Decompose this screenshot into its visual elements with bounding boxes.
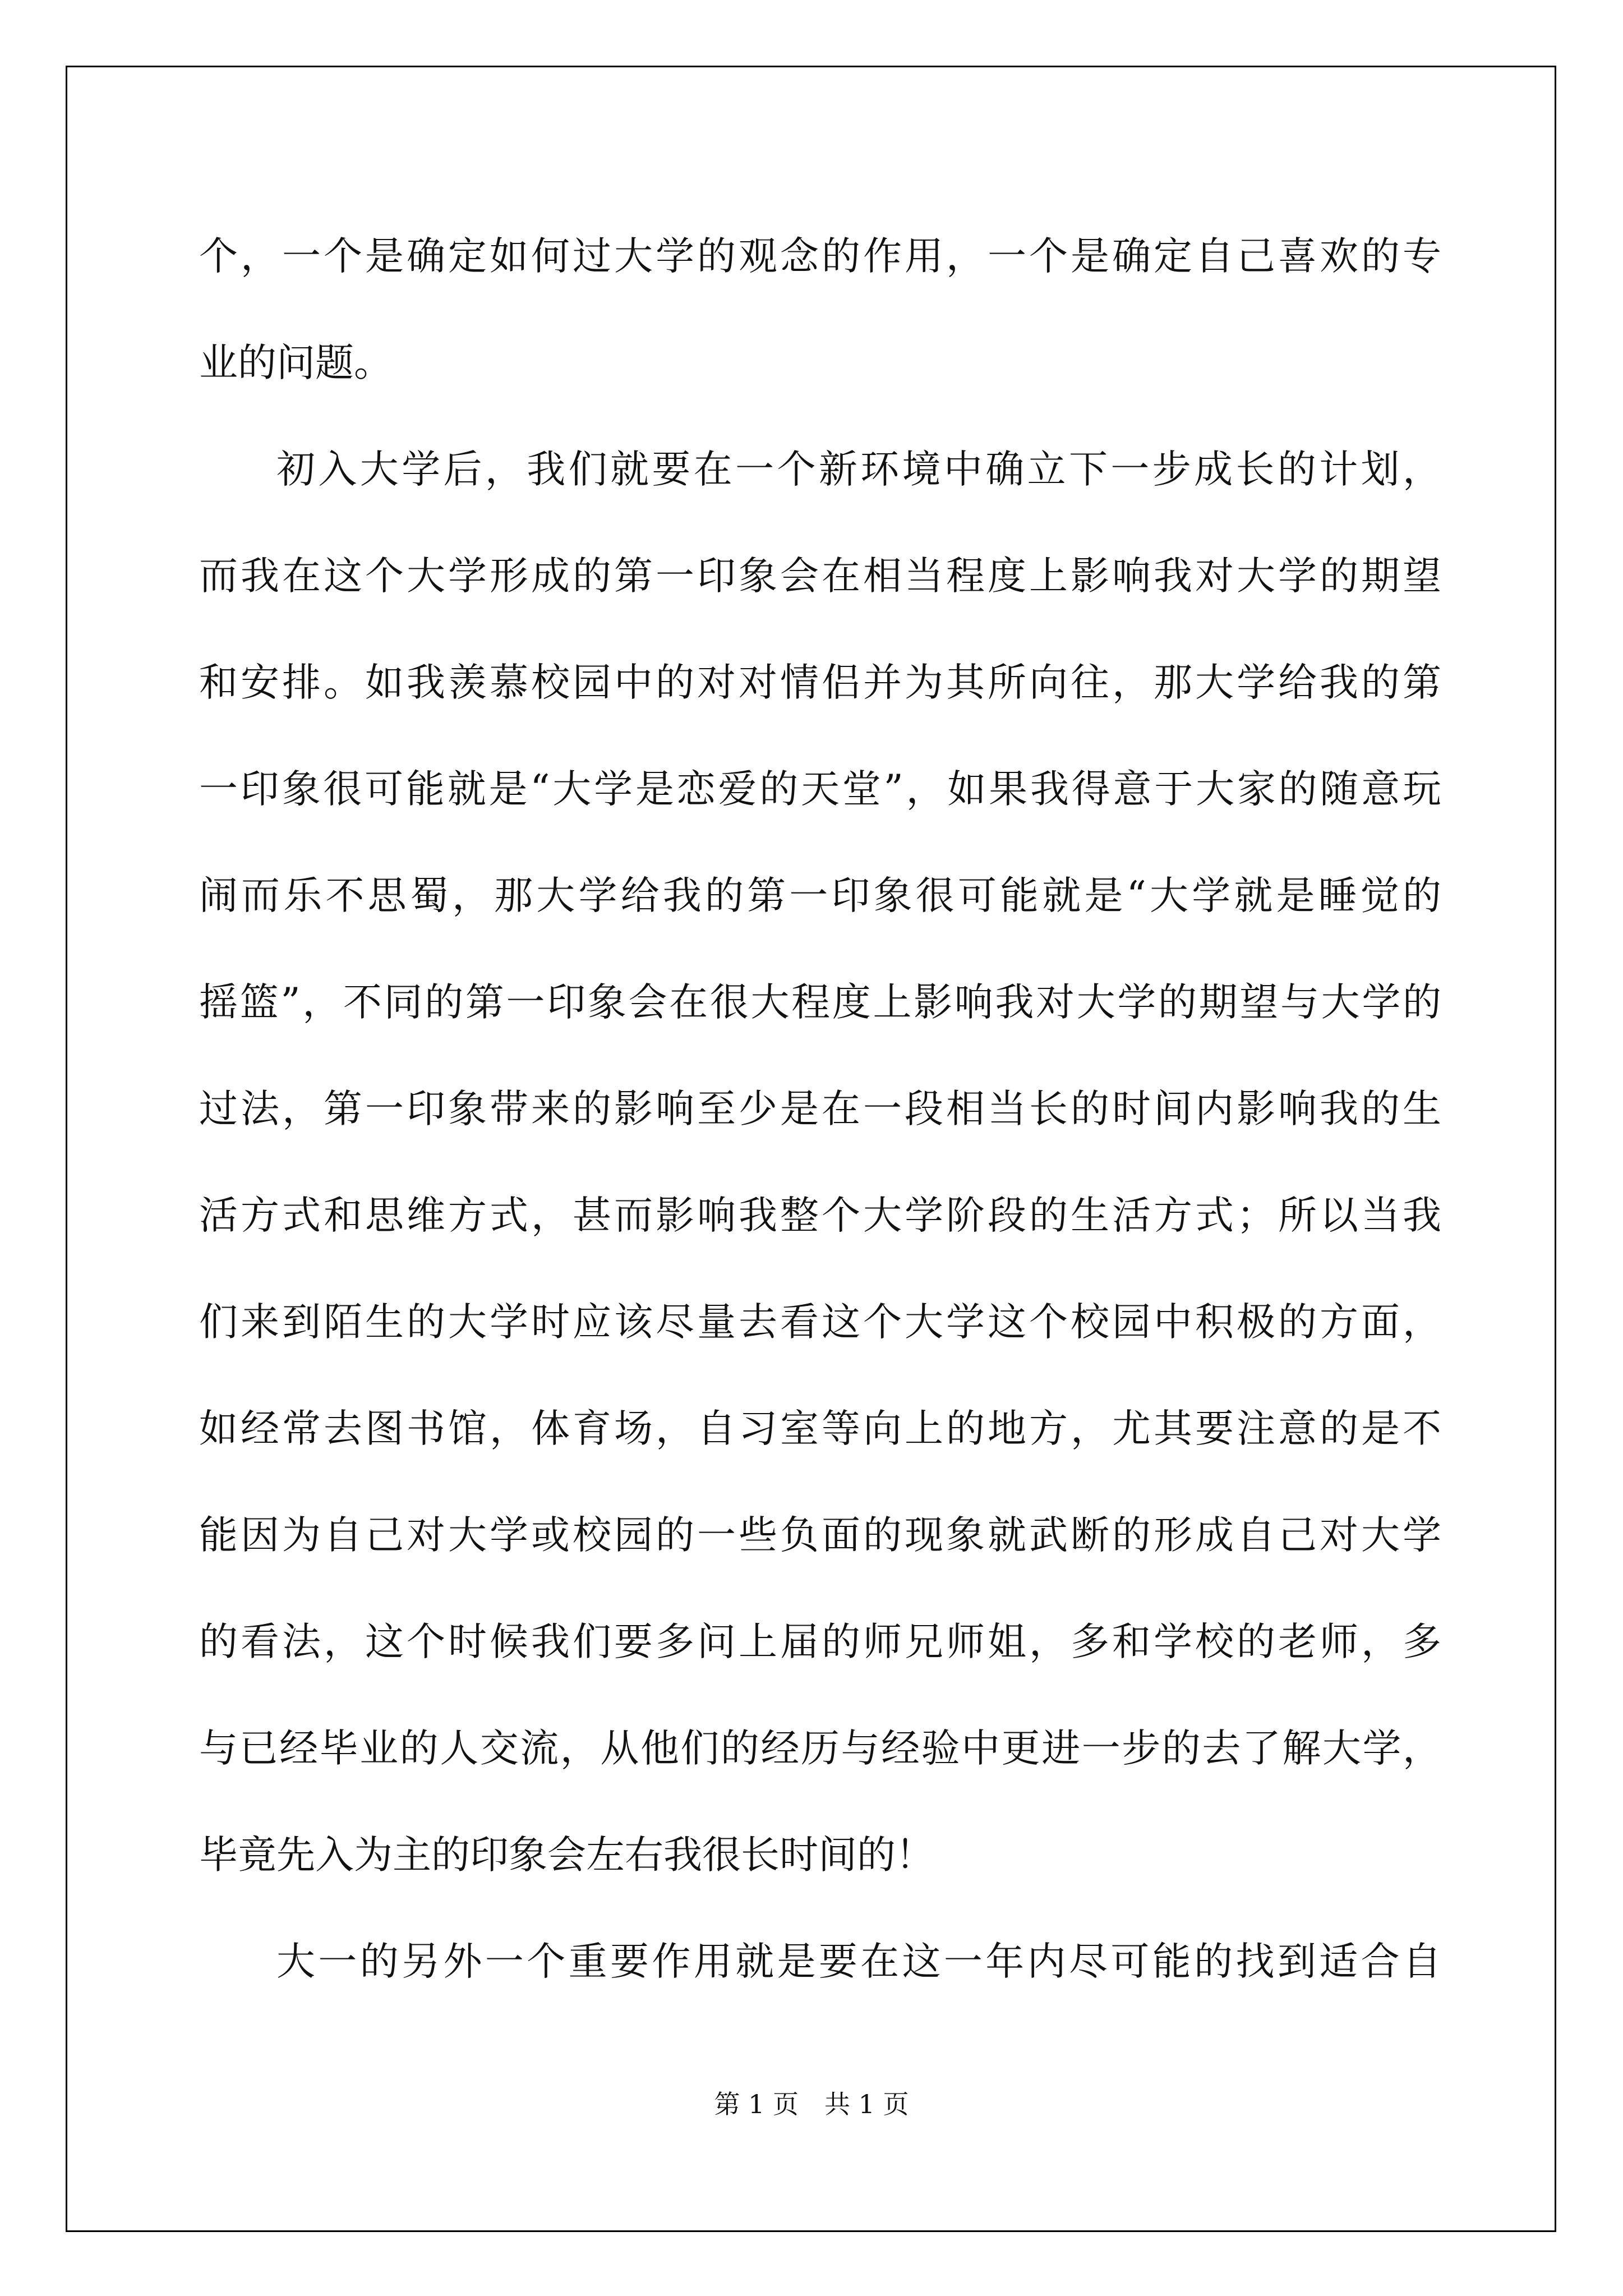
page-number-footer: 第 1 页 共 1 页 [714,2089,909,2119]
text-line: 毕竟先入为主的印象会左右我很长时间的！ [199,1833,934,1878]
text-line: 闹而乐不思蜀，那大学给我的第一印象很可能就是“大学就是睡觉的 [199,873,1441,918]
text-line: 业的问题。 [199,341,393,385]
text-line: 的看法，这个时候我们要多问上届的师兄师姐，多和学校的老师，多 [199,1619,1441,1664]
text-line: 们来到陌生的大学时应该尽量去看这个大学这个校园中积极的方面， [199,1300,1441,1345]
text-line: 如经常去图书馆，体育场，自习室等向上的地方，尤其要注意的是不 [199,1406,1441,1451]
text-line: 与已经毕业的人交流，从他们的经历与经验中更进一步的去了解大学， [199,1726,1441,1771]
text-line: 个，一个是确定如何过大学的观念的作用，一个是确定自己喜欢的专 [199,234,1441,279]
text-line: 活方式和思维方式，甚而影响我整个大学阶段的生活方式；所以当我 [199,1193,1441,1238]
text-line: 过法，第一印象带来的影响至少是在一段相当长的时间内影响我的生 [199,1087,1441,1131]
text-line: 一印象很可能就是“大学是恋爱的天堂”，如果我得意于大家的随意玩 [199,767,1441,812]
paragraph-start-line: 大一的另外一个重要作用就是要在这一年内尽可能的找到适合自 [276,1939,1441,1984]
text-line: 摇篮”，不同的第一印象会在很大程度上影响我对大学的期望与大学的 [199,980,1441,1025]
document-body [199,203,1441,2015]
text-line: 和安排。如我羡慕校园中的对对情侣并为其所向往，那大学给我的第 [199,660,1441,705]
paragraph-start-line: 初入大学后，我们就要在一个新环境中确立下一步成长的计划， [276,447,1441,492]
text-line: 能因为自己对大学或校园的一些负面的现象就武断的形成自己对大学 [199,1513,1441,1558]
text-line: 而我在这个大学形成的第一印象会在相当程度上影响我对大学的期望 [199,554,1441,599]
